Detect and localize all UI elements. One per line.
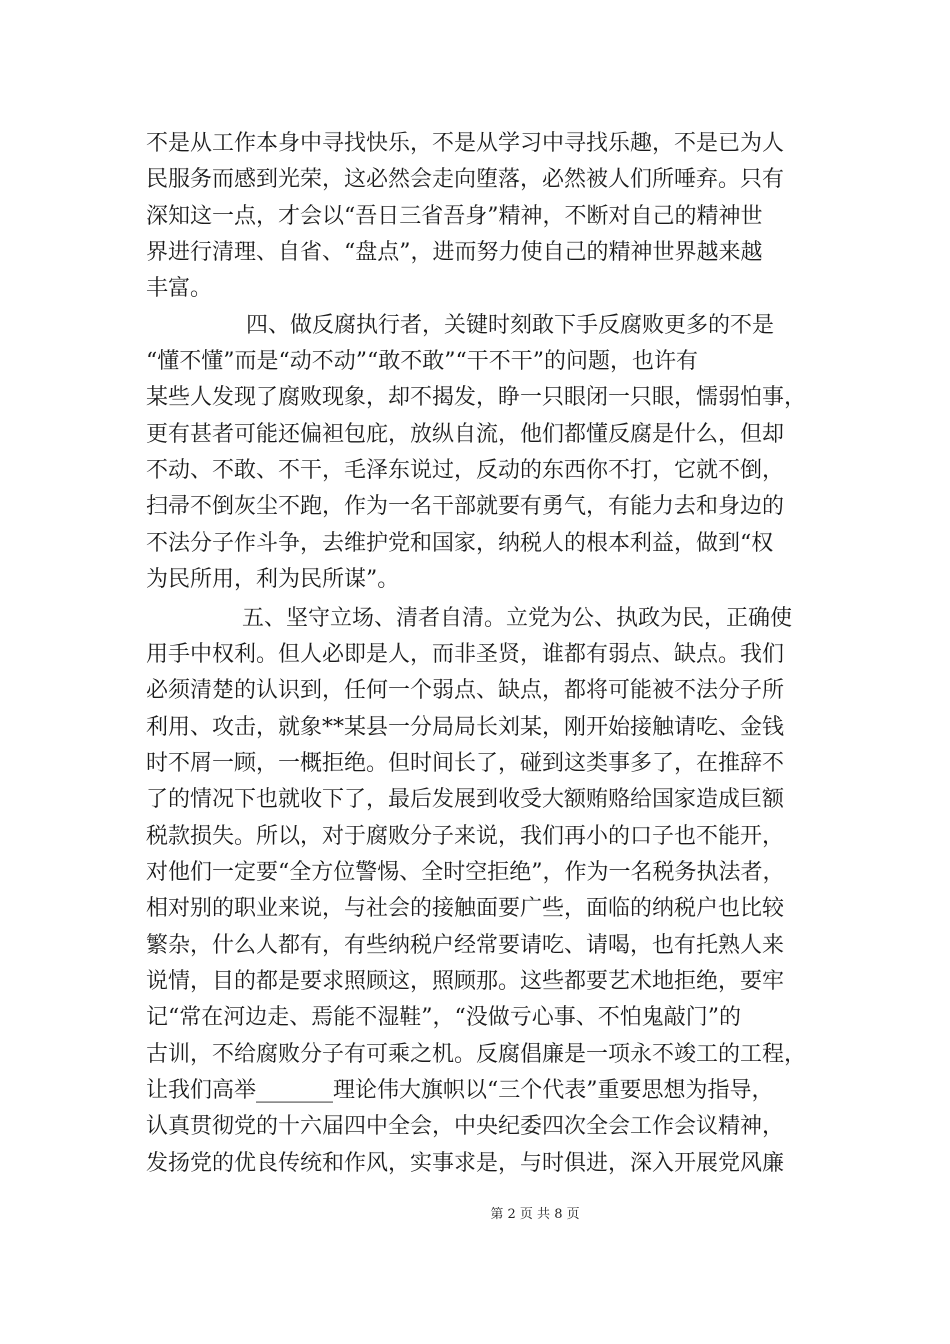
text-line: 不动、不敢、不干，毛泽东说过，反动的东西你不打，它就不倒， <box>146 458 785 483</box>
blank-line-after: 理论伟大旗帜以“三个代表”重要思想为指导， <box>333 1078 774 1103</box>
fill-in-blank: _______ <box>256 1078 334 1103</box>
text-line: 利用、攻击，就象**某县一分局局长刘某，刚开始接触请吃、金钱 <box>146 715 785 740</box>
text-line: 发扬党的优良传统和作风，实事求是，与时俱进，深入开展党风廉 <box>146 1151 785 1176</box>
text-line: 扫帚不倒灰尘不跑，作为一名干部就要有勇气，有能力去和身边的 <box>146 494 785 519</box>
text-line: 不法分子作斗争，去维护党和国家，纳税人的根本利益，做到“权 <box>146 531 774 556</box>
text-line-with-blank <box>146 1076 774 1106</box>
text-line: 相对别的职业来说，与社会的接触面要广些，面临的纳税户也比较 <box>146 896 785 921</box>
text-line: 了的情况下也就收下了，最后发展到收受大额贿赂给国家造成巨额 <box>146 787 785 812</box>
text-line: 某些人发现了腐败现象，却不揭发，睁一只眼闭一只眼，懦弱怕事， <box>146 385 807 410</box>
text-line: 更有甚者可能还偏袒包庇，放纵自流，他们都懂反腐是什么，但却 <box>146 422 785 447</box>
text-line: 对他们一定要“全方位警惕、全时空拒绝”，作为一名税务执法者， <box>146 860 785 885</box>
text-line: 用手中权利。但人必即是人，而非圣贤，谁都有弱点、缺点。我们 <box>146 642 785 667</box>
text-line: 不是从工作本身中寻找快乐，不是从学习中寻找乐趣，不是已为人 <box>146 131 785 156</box>
text-line: 税款损失。所以，对于腐败分子来说，我们再小的口子也不能开， <box>146 824 785 849</box>
section-four-heading: 四、做反腐执行者，关键时刻敢下手反腐败更多的不是 <box>246 313 775 338</box>
text-line: 时不屑一顾，一概拒绝。但时间长了，碰到这类事多了，在推辞不 <box>146 751 785 776</box>
text-line: 界进行清理、自省、“盘点”，进而努力使自己的精神世界越来越 <box>146 240 763 265</box>
text-line: “懂不懂”而是“动不动”“敢不敢”“干不干”的问题，也许有 <box>146 349 698 374</box>
text-line: 为民所用，利为民所谋”。 <box>146 567 400 592</box>
text-line: 繁杂，什么人都有，有些纳税户经常要请吃、请喝，也有托熟人来 <box>146 933 785 958</box>
text-line: 记“常在河边走、焉能不湿鞋”，“没做亏心事、不怕鬼敲门”的 <box>146 1005 741 1030</box>
text-line: 民服务而感到光荣，这必然会走向堕落，必然被人们所唾弃。只有 <box>146 167 785 192</box>
text-line: 认真贯彻党的十六届四中全会，中央纪委四次全会工作会议精神， <box>146 1114 785 1139</box>
text-line: 丰富。 <box>146 276 213 301</box>
text-line: 古训，不给腐败分子有可乘之机。反腐倡廉是一项永不竣工的工程， <box>146 1042 807 1067</box>
page-number-footer: 第 2 页 共 8 页 <box>490 1207 580 1222</box>
text-line: 说情，目的都是要求照顾这，照顾那。这些都要艺术地拒绝，要牢 <box>146 969 785 994</box>
text-line: 必须清楚的认识到，任何一个弱点、缺点，都将可能被不法分子所 <box>146 678 785 703</box>
blank-line-before: 让我们高举 <box>146 1078 257 1103</box>
text-line: 深知这一点，才会以“吾日三省吾身”精神，不断对自己的精神世 <box>146 204 763 229</box>
section-five-heading: 五、坚守立场、清者自清。立党为公、执政为民，正确使 <box>242 606 793 631</box>
